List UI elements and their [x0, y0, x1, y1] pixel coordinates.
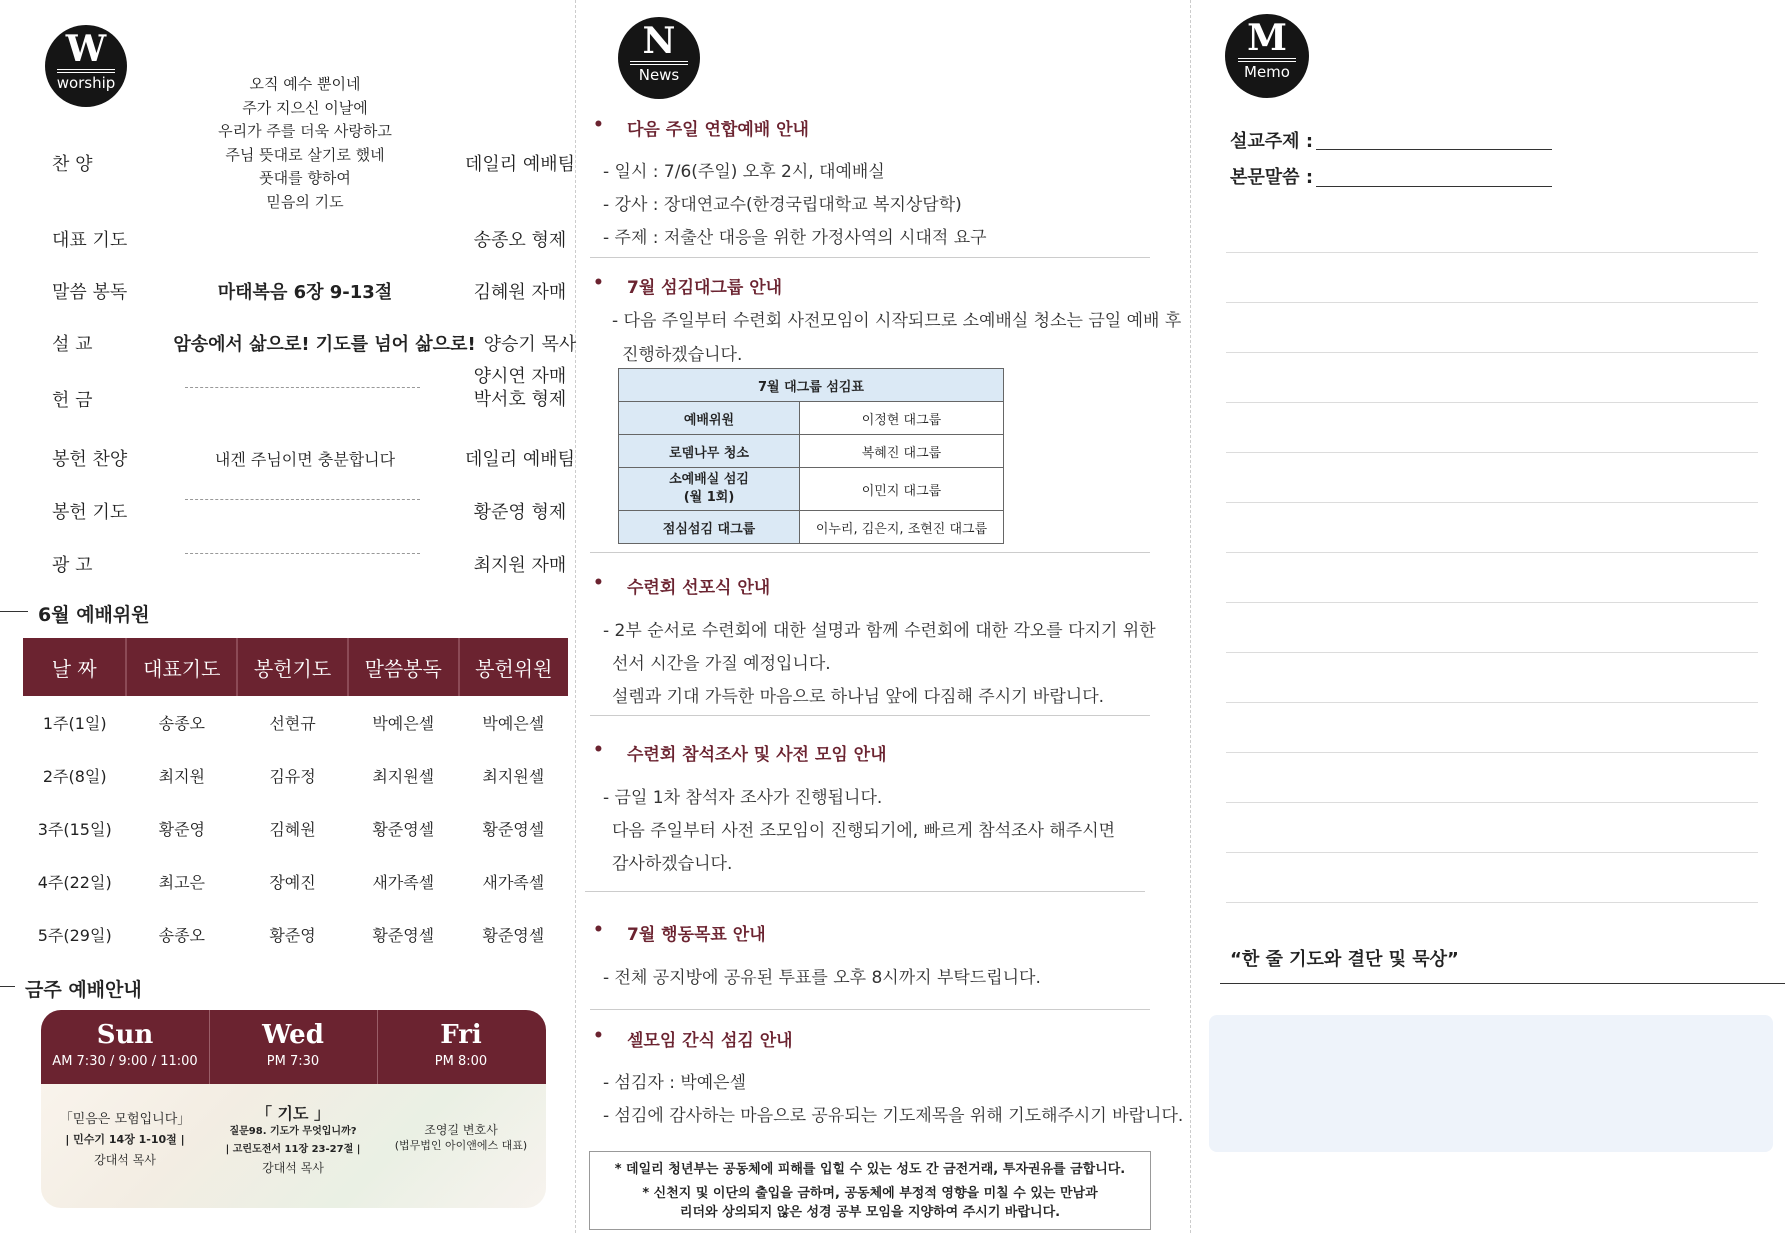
table-cell: 황준영 [158, 820, 205, 839]
sunday-sermon [41, 1110, 209, 1170]
row-label: 대표 기도 [52, 230, 128, 251]
schedule-sunday [41, 1010, 209, 1084]
worship-row-sermon [40, 322, 577, 362]
row-person: 데일리 예배팀 [464, 154, 576, 175]
wednesday-sermon [209, 1105, 377, 1177]
news-line: - 다음 주일부터 수련회 사전모임이 시작되므로 소예배실 청소는 금일 예배 후 [612, 311, 1182, 331]
table-cell: 3주(15일) [37, 820, 112, 839]
table-cell: 김혜원 [269, 820, 316, 839]
row-person: 박서호 형제 [473, 389, 567, 410]
table-cell: 박예은셀 [482, 714, 545, 733]
memo-line [1226, 502, 1758, 503]
table-cell: 이정현 대그룹 [800, 402, 1004, 435]
praise-song: 주가 지으신 이날에 [242, 98, 368, 117]
speaker-name: 조영길 변호사 [424, 1123, 498, 1137]
table-cell: 박예은셀 [372, 714, 435, 733]
table-cell: 예배위원 [619, 402, 800, 435]
table-row [619, 511, 1004, 544]
sermon-topic-label: 설교주제 : [1230, 131, 1314, 152]
duty-header: 날 짜 [23, 638, 126, 696]
schedule-wednesday [209, 1010, 377, 1084]
row-person: 송종오 형제 [473, 230, 567, 251]
news-item-title [595, 573, 770, 598]
memo-line [1226, 402, 1758, 403]
table-cell: 김유정 [269, 767, 316, 786]
news-title-text: 다음 주일 연합예배 안내 [627, 120, 809, 140]
table-cell: 황준영 [269, 926, 316, 945]
memo-line [1226, 252, 1758, 253]
badge-word: worship [56, 74, 116, 92]
table-cell: 최지원 [158, 767, 205, 786]
table-cell: 1주(1일) [42, 714, 107, 733]
news-title-text: 7월 섬김대그룹 안내 [627, 278, 783, 298]
worship-schedule-card [41, 1010, 546, 1208]
table-cell: 소예배실 섬김 (월 1회) [619, 468, 800, 511]
table-cell: 2주(8일) [42, 767, 107, 786]
table-cell: 선현규 [269, 714, 316, 733]
table-row [23, 855, 568, 908]
table-cell: 로뎀나무 청소 [619, 435, 800, 468]
news-line: - 주제 : 저출산 대응을 위한 가정사역의 시대적 요구 [603, 228, 987, 248]
worship-row-offering-prayer [40, 490, 570, 530]
worship-row-announcement [40, 543, 570, 583]
news-line: - 강사 : 장대연교수(한경국립대학교 복지상담학) [603, 195, 962, 215]
row-label: 찬 양 [52, 154, 93, 175]
table-row [619, 435, 1004, 468]
row-person: 양시연 자매 [473, 366, 567, 387]
table-row [23, 802, 568, 855]
notice-box [589, 1151, 1151, 1230]
offering-persons [450, 365, 590, 411]
memo-badge [1225, 14, 1309, 98]
worship-badge [45, 25, 127, 107]
table-row [23, 696, 568, 749]
memo-line [1226, 852, 1758, 853]
row-person: 최지원 자매 [473, 555, 567, 576]
memo-line [1226, 302, 1758, 303]
news-line: 진행하겠습니다. [622, 345, 743, 365]
table-cell: 4주(22일) [37, 873, 112, 892]
news-title-text: 셀모임 간식 섬김 안내 [627, 1031, 793, 1051]
praise-song: 오직 예수 뿐이네 [249, 75, 361, 93]
duty-header: 봉헌기도 [237, 638, 348, 696]
day-name: Sun [96, 1020, 154, 1050]
news-line: - 섬김자 : 박예은셀 [603, 1073, 747, 1093]
table-cell: 송종오 [158, 714, 205, 733]
preacher: 강대석 목사 [94, 1153, 156, 1167]
memo-line [1226, 702, 1758, 703]
praise-song: 믿음의 기도 [266, 192, 344, 211]
table-cell: 새가족셀 [372, 873, 435, 892]
news-line: - 전체 공지방에 공유된 투표를 오후 8시까지 부탁드립니다. [603, 968, 1041, 988]
table-cell: 5주(29일) [37, 926, 112, 945]
table-cell: 송종오 [158, 926, 205, 945]
scripture-reference: | 고린도전서 11장 23-27절 | [225, 1144, 361, 1155]
memo-line [1226, 352, 1758, 353]
table-cell: 최지원셀 [372, 767, 435, 786]
table-cell: 이누리, 김은지, 조현진 대그룹 [800, 511, 1004, 544]
column-divider [1190, 0, 1191, 1233]
news-item-title [595, 740, 887, 765]
day-name: Wed [262, 1020, 324, 1050]
row-label: 봉헌 찬양 [52, 449, 128, 470]
worship-row-prayer [40, 218, 570, 258]
table-cell: 새가족셀 [482, 873, 545, 892]
praise-song: 주님 뜻대로 살기로 했네 [225, 145, 385, 164]
table-cell: 최고은 [158, 873, 205, 892]
sermon-title: 암송에서 삶으로! 기도를 넘어 삶으로! [173, 334, 476, 355]
news-badge [618, 17, 700, 99]
table-cell: 황준영셀 [372, 926, 435, 945]
service-table-caption: 7월 대그룹 섬김표 [619, 369, 1004, 402]
row-person: 데일리 예배팀 [464, 449, 576, 470]
table-cell: 이민지 대그룹 [800, 468, 1004, 511]
service-time: PM 7:30 [266, 1054, 320, 1069]
news-line: 선서 시간을 가질 예정입니다. [612, 654, 831, 674]
sermon-title: 「믿음은 모험입니다」 [59, 1112, 191, 1127]
praise-song-list [155, 73, 455, 214]
news-line: - 섬김에 감사하는 마음으로 공유되는 기도제목을 위해 기도해주시기 바랍니다. [603, 1106, 1184, 1126]
row-label: 광 고 [52, 555, 93, 576]
sermon-title: 「 기도 」 [255, 1104, 331, 1123]
memo-line [1226, 552, 1758, 553]
duty-header: 대표기도 [126, 638, 237, 696]
worship-row-offering-song [40, 437, 576, 477]
prayer-quote-label: “한 줄 기도와 결단 및 묵상” [1230, 949, 1459, 970]
memo-line [1226, 452, 1758, 453]
duty-title: 6월 예배위원 [38, 600, 150, 627]
badge-word: News [638, 66, 680, 84]
news-item-title [595, 920, 766, 945]
news-item-title [595, 273, 782, 298]
scripture-reference: | 민수기 14장 1-10절 | [65, 1133, 185, 1146]
news-title-text: 수련회 선포식 안내 [627, 578, 771, 598]
table-row [619, 402, 1004, 435]
column-divider [575, 0, 576, 1233]
table-cell: 최지원셀 [482, 767, 545, 786]
news-item-title [595, 115, 809, 140]
row-label: 헌 금 [52, 390, 93, 411]
news-divider [585, 891, 1145, 892]
schedule-title: 금주 예배안내 [25, 975, 142, 1002]
news-line: 감사하겠습니다. [612, 854, 733, 874]
news-title-text: 7월 행동목표 안내 [627, 925, 766, 945]
prayer-note-box[interactable] [1209, 1015, 1773, 1152]
quote-underline [1220, 983, 1785, 984]
row-person: 황준영 형제 [473, 502, 567, 523]
duty-header: 봉헌위원 [459, 638, 568, 696]
scripture-label: 본문말씀 : [1230, 167, 1314, 188]
news-divider [590, 552, 1150, 553]
duty-header-row [23, 638, 568, 696]
worship-row-reading [40, 270, 570, 310]
schedule-friday [377, 1010, 545, 1084]
friday-speaker [377, 1122, 545, 1154]
duty-header: 말씀봉독 [348, 638, 459, 696]
row-label: 봉헌 기도 [52, 502, 128, 523]
news-title-text: 수련회 참석조사 및 사전 모임 안내 [627, 745, 887, 765]
table-row [23, 908, 568, 961]
memo-line [1226, 902, 1758, 903]
news-line: - 일시 : 7/6(주일) 오후 2시, 대예배실 [603, 162, 885, 182]
row-label: 말씀 봉독 [52, 282, 128, 303]
memo-line [1226, 752, 1758, 753]
news-divider [590, 257, 1150, 258]
day-name: Fri [440, 1020, 482, 1050]
row-label: 설 교 [52, 334, 93, 355]
memo-line [1226, 602, 1758, 603]
duty-table [23, 638, 568, 961]
badge-letter: W [65, 28, 107, 70]
memo-line [1226, 652, 1758, 653]
table-cell: 황준영셀 [482, 926, 545, 945]
notice-line: 리더와 상의되지 않은 성경 공부 모임을 지양하여 주시기 바랍니다. [679, 1205, 1061, 1220]
row-person: 김혜원 자매 [473, 282, 567, 303]
table-cell: 황준영셀 [372, 820, 435, 839]
news-divider [590, 715, 1150, 716]
row-person: 양승기 목사 [483, 334, 577, 355]
table-cell: 장예진 [269, 873, 316, 892]
service-table [618, 368, 1004, 544]
sermon-topic-field[interactable] [1316, 149, 1552, 150]
scripture-reference: 마태복음 6장 9-13절 [217, 282, 393, 303]
news-line: - 2부 순서로 수련회에 대한 설명과 함께 수련회에 대한 각오를 다지기 위한 [603, 621, 1156, 641]
news-line: 다음 주일부터 사전 조모임이 진행되기에, 빠르게 참석조사 해주시면 [612, 821, 1116, 841]
badge-letter: N [642, 20, 676, 62]
service-time: PM 8:00 [434, 1054, 488, 1069]
news-item-title [595, 1026, 793, 1051]
speaker-affiliation: (법무법인 아이앤에스 대표) [394, 1139, 528, 1152]
praise-song: 우리가 주를 더욱 사랑하고 [218, 122, 392, 140]
preacher: 강대석 목사 [262, 1161, 324, 1175]
news-divider [590, 1009, 1150, 1010]
table-row [23, 749, 568, 802]
table-cell: 점심섬김 대그룹 [619, 511, 800, 544]
offering-song: 내겐 주님이면 충분합니다 [214, 450, 396, 469]
dotted-line [185, 553, 420, 554]
scripture-field[interactable] [1316, 186, 1552, 187]
badge-letter: M [1247, 17, 1287, 59]
notice-line: * 신천지 및 이단의 출입을 금하며, 공동체에 부정적 영향을 미칠 수 있는 만남과 [642, 1186, 1098, 1201]
praise-song: 풋대를 향하여 [259, 169, 351, 187]
catechism-question: 질문98. 기도가 무엇입니까? [229, 1126, 357, 1137]
badge-word: Memo [1244, 63, 1290, 81]
news-line: 설렘과 기대 가득한 마음으로 하나님 앞에 다짐해 주시기 바랍니다. [612, 687, 1105, 707]
service-time: AM 7:30 / 9:00 / 11:00 [52, 1054, 198, 1069]
memo-line [1226, 802, 1758, 803]
service-table-caption-row [619, 369, 1004, 402]
news-line: - 금일 1차 참석자 조사가 진행됩니다. [603, 788, 883, 808]
table-cell: 복혜진 대그룹 [800, 435, 1004, 468]
notice-line: * 데일리 청년부는 공동체에 피해를 입힐 수 있는 성도 간 금전거래, 투자권유를 금합니다. [614, 1162, 1126, 1177]
table-row [619, 468, 1004, 511]
dotted-line [185, 499, 420, 500]
dotted-line [185, 387, 420, 388]
table-cell: 황준영셀 [482, 820, 545, 839]
